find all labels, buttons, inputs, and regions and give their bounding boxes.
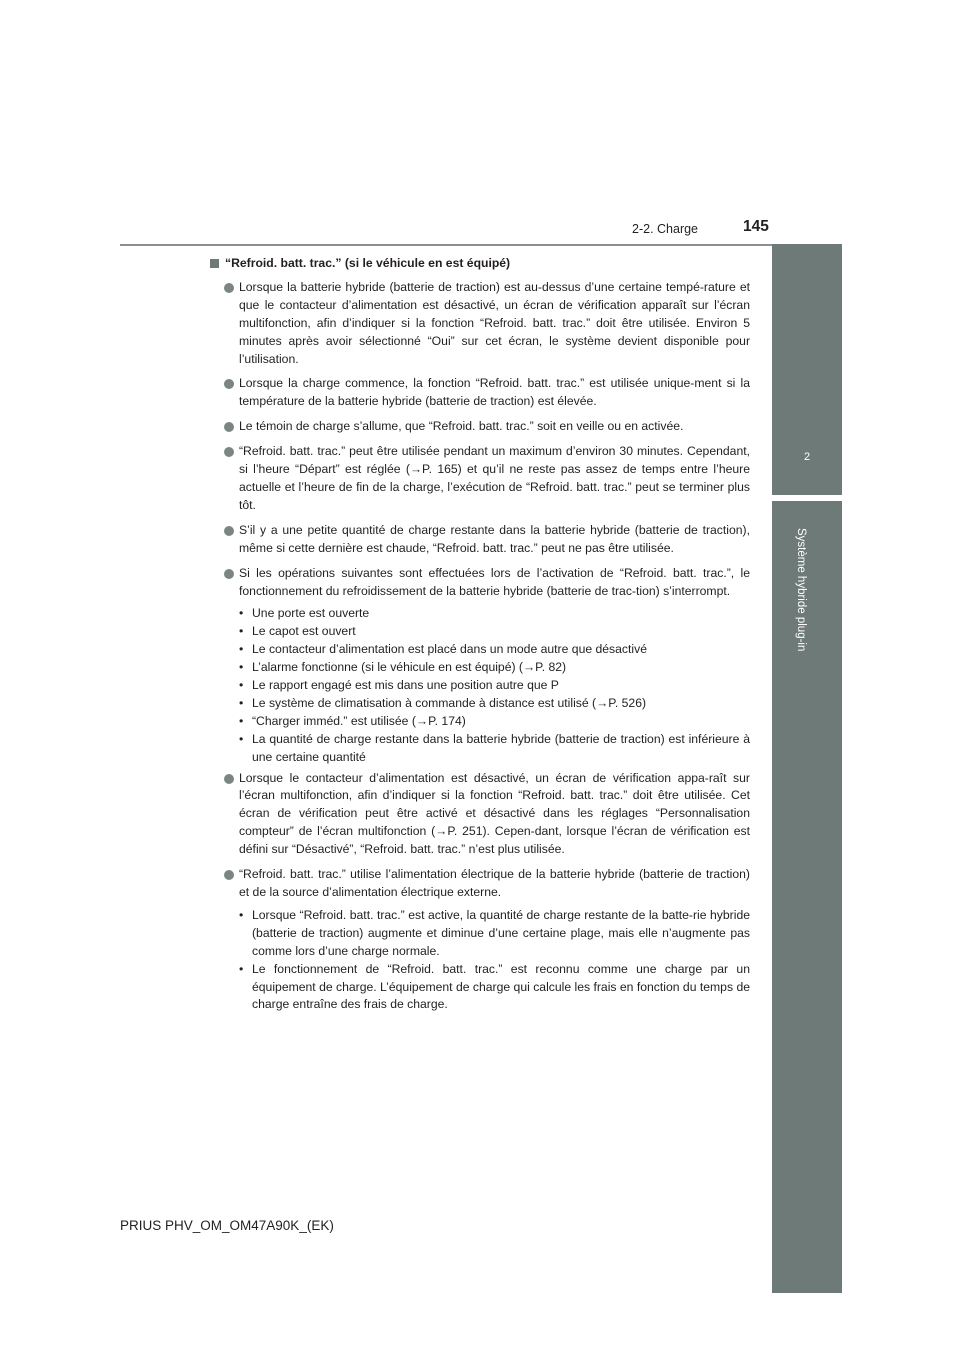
circle-bullet-icon <box>224 774 234 784</box>
bullet-paragraph <box>209 770 750 860</box>
circle-bullet-icon <box>224 379 234 389</box>
power-note-list <box>209 907 750 1014</box>
bullet-text: “Refroid. batt. trac.” utilise l’alimentation électrique de la batterie hybride (batterie de traction) et de la source d’alimentation électrique externe. <box>239 867 750 899</box>
chapter-title: Système hybride plug-in <box>795 528 807 652</box>
circle-bullet-icon <box>224 447 234 457</box>
dot-bullet-icon: • <box>239 731 244 746</box>
list-item: • Lorsque “Refroid. batt. trac.” est active, la quantité de charge restante de la batte-rie hybride (batterie de traction) augmente et diminue d’une certaine plage, mais elle n’augmente pas comme lors d’une charge normale. <box>239 907 750 958</box>
dot-bullet-icon: • <box>239 961 244 976</box>
model-code: PRIUS PHV_OM_OM47A90K_(EK) <box>120 1218 334 1233</box>
bullet-text: Le témoin de charge s’allume, que “Refroid. batt. trac.” soit en veille ou en activée. <box>239 419 684 434</box>
interrupt-condition-list <box>209 605 750 766</box>
list-item: • Une porte est ouverte <box>209 605 750 623</box>
bullet-paragraph <box>209 443 750 515</box>
bullet-paragraph <box>209 279 750 369</box>
bullet-paragraph <box>209 375 750 411</box>
dot-bullet-icon: • <box>239 907 244 922</box>
list-item: • Le capot est ouvert <box>209 623 750 641</box>
section-heading-text: “Refroid. batt. trac.” (si le véhicule en est équipé) <box>225 256 511 270</box>
side-tab-lower <box>772 501 842 1293</box>
dot-bullet-icon: • <box>239 713 244 728</box>
list-item: • La quantité de charge restante dans la batterie hybride (batterie de traction) est inférieure à une certaine quantité <box>239 731 750 764</box>
bullet-text: S’il y a une petite quantité de charge restante dans la batterie hybride (batterie de traction), même si cette dernière est chaude, “Refroid. batt. trac.” peut ne pas être utilisée. <box>239 522 750 555</box>
bullet-paragraph <box>209 418 750 436</box>
bullet-text: Si les opérations suivantes sont effectuées lors de l’activation de “Refroid. batt. trac.”, le fonctionnement du refroidissement de la batterie hybride (batterie de trac-tion) s’interrompt. <box>239 565 750 598</box>
list-item: • Le rapport engagé est mis dans une position autre que P <box>209 677 750 695</box>
list-item: • Le contacteur d’alimentation est placé dans un mode autre que désactivé <box>209 641 750 659</box>
circle-bullet-icon <box>224 283 234 293</box>
bullet-paragraph <box>209 565 750 601</box>
chapter-number: 2 <box>803 451 811 463</box>
circle-bullet-icon <box>224 569 234 579</box>
circle-bullet-icon <box>224 422 234 432</box>
circle-bullet-icon <box>224 526 234 536</box>
dot-bullet-icon: • <box>239 660 244 675</box>
list-item: • Le fonctionnement de “Refroid. batt. trac.” est reconnu comme une charge par un équipement de charge. L’équipement de charge qui calcule les frais en fonction du temps de charge entraîne des frais de charge. <box>239 961 750 1012</box>
square-bullet-icon <box>210 259 219 268</box>
dot-bullet-icon: • <box>239 678 244 693</box>
dot-bullet-icon: • <box>239 642 244 657</box>
bullet-paragraph <box>209 866 750 902</box>
bullet-text: “Refroid. batt. trac.” peut être utilisée pendant un maximum d’environ 30 minutes. Cependant, si l’heure “Départ” est réglée (→P. 165) et qu’il ne reste pas assez de temps entre l’heure actuelle et l’heure de fin de la charge, l’exécution de “Refroid. batt. trac.” peut se terminer plus tôt. <box>239 444 750 512</box>
page-number: 145 <box>743 218 769 235</box>
list-item: • “Charger imméd.” est utilisée (→P. 174) <box>209 713 750 731</box>
list-item: • L’alarme fonctionne (si le véhicule en est équipé) (→P. 82) <box>209 659 750 677</box>
bullet-text: Lorsque la batterie hybride (batterie de traction) est au-dessus d’une certaine tempé-rature et que le contacteur d’alimentation est désactivé, un écran de vérification apparaît sur l’écran multifonction, afin d’indiquer si la fonction “Refroid. batt. trac.” doit être utilisée. Environ 5 minutes après avoir sélectionné “Oui” sur cet écran, le système devient disponible pour l’utilisation. <box>239 279 750 366</box>
section-title: 2-2. Charge <box>632 222 699 236</box>
bullet-text: Lorsque la charge commence, la fonction “Refroid. batt. trac.” est utilisée unique-ment si la température de la batterie hybride (batterie de traction) est élevée. <box>239 376 750 409</box>
side-tab-upper <box>772 244 842 437</box>
bullet-text: Lorsque le contacteur d’alimentation est désactivé, un écran de vérification appa-raît sur l’écran multifonction, afin d’indiquer si la fonction “Refroid. batt. trac.” doit être utilisée. Cet écran de vérification peut être activé et désactivé dans les réglages “Personnalisation compteur” de l’écran multifonction (→P. 251). Cepen-dant, lorsque l’écran de vérification est défini sur “Désactivé”, “Refroid. batt. trac.” n’est plus utilisée. <box>239 770 750 857</box>
page-content <box>209 255 750 1017</box>
dot-bullet-icon: • <box>239 695 244 710</box>
side-tab-chapter-block <box>772 437 842 495</box>
section-heading <box>209 255 750 273</box>
circle-bullet-icon <box>224 870 234 880</box>
dot-bullet-icon: • <box>239 606 244 621</box>
bullet-paragraph <box>209 522 750 558</box>
list-item: • Le système de climatisation à commande à distance est utilisé (→P. 526) <box>209 695 750 713</box>
dot-bullet-icon: • <box>239 624 244 639</box>
header-divider <box>120 244 841 246</box>
